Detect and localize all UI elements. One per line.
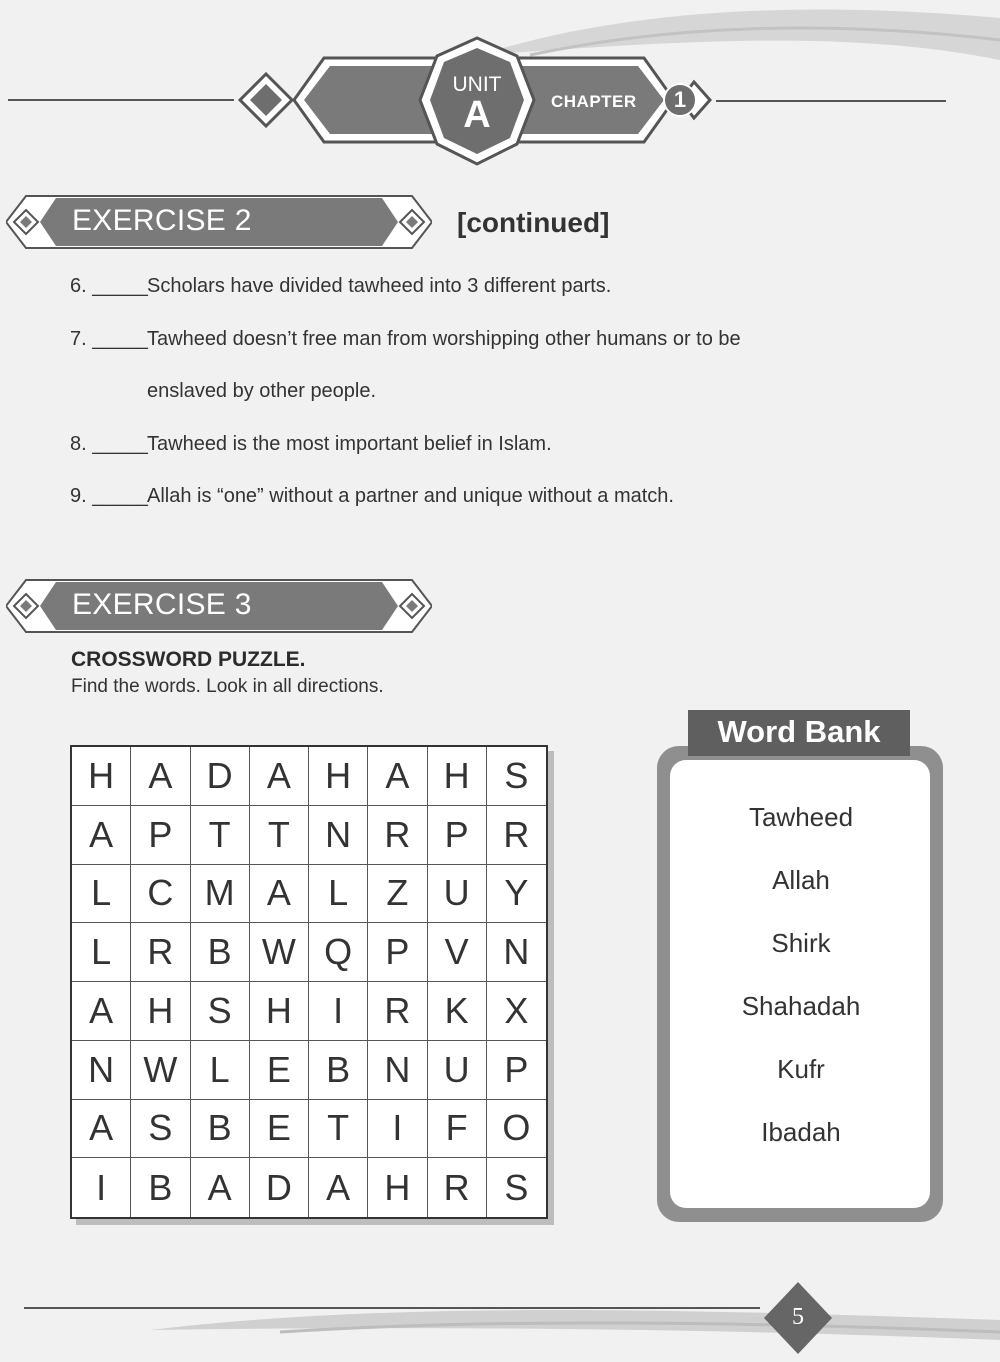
grid-cell: T — [250, 806, 309, 865]
grid-cell: A — [72, 806, 131, 865]
grid-cell: R — [368, 982, 427, 1041]
grid-cell: I — [72, 1158, 131, 1217]
grid-cell: U — [428, 865, 487, 924]
grid-cell: A — [309, 1158, 368, 1217]
grid-cell: U — [428, 1041, 487, 1100]
question-7-text-line2: enslaved by other people. — [147, 380, 377, 402]
grid-cell: P — [428, 806, 487, 865]
page-number: 5 — [792, 1304, 804, 1330]
footer-swoosh — [0, 1270, 1000, 1362]
grid-cell: N — [72, 1041, 131, 1100]
grid-cell: P — [487, 1041, 546, 1100]
question-7-number: 7. _____ — [70, 328, 148, 350]
question-6-text: Scholars have divided tawheed into 3 different parts. — [147, 275, 612, 297]
question-9-text: Allah is “one” without a partner and unique without a match. — [147, 485, 674, 507]
grid-cell: A — [250, 865, 309, 924]
word-bank-word: Kufr — [777, 1054, 825, 1084]
grid-cell: A — [368, 747, 427, 806]
word-bank-title: Word Bank — [717, 714, 881, 749]
grid-cell: S — [487, 747, 546, 806]
word-bank-word: Ibadah — [761, 1117, 841, 1147]
grid-cell: S — [191, 982, 250, 1041]
word-bank-word: Tawheed — [748, 802, 854, 832]
grid-cell: H — [72, 747, 131, 806]
word-bank-word: Allah — [772, 865, 830, 895]
grid-cell: Q — [309, 923, 368, 982]
exercise3-title: EXERCISE 3 — [72, 588, 252, 621]
grid-cell: M — [191, 865, 250, 924]
grid-cell: N — [487, 923, 546, 982]
grid-cell: R — [368, 806, 427, 865]
grid-cell: R — [131, 923, 190, 982]
grid-cell: R — [487, 806, 546, 865]
grid-cell: O — [487, 1100, 546, 1159]
question-8-text: Tawheed is the most important belief in Islam. — [147, 433, 552, 455]
grid-cell: F — [428, 1100, 487, 1159]
grid-cell: B — [309, 1041, 368, 1100]
grid-cell: L — [191, 1041, 250, 1100]
grid-cell: S — [131, 1100, 190, 1159]
grid-cell: T — [191, 806, 250, 865]
word-bank-word: Shirk — [771, 928, 831, 958]
header-rule-right — [716, 100, 946, 102]
grid-cell: H — [131, 982, 190, 1041]
grid-cell: E — [250, 1100, 309, 1159]
grid-cell: D — [191, 747, 250, 806]
grid-cell: B — [191, 923, 250, 982]
grid-cell: P — [368, 923, 427, 982]
grid-cell: D — [250, 1158, 309, 1217]
grid-cell: V — [428, 923, 487, 982]
grid-cell: H — [309, 747, 368, 806]
grid-cell: L — [72, 865, 131, 924]
puzzle-title: CROSSWORD PUZZLE. — [71, 648, 306, 671]
grid-cell: H — [250, 982, 309, 1041]
grid-cell: H — [368, 1158, 427, 1217]
grid-cell: L — [72, 923, 131, 982]
grid-cell: I — [368, 1100, 427, 1159]
grid-cell: S — [504, 1166, 529, 1208]
continued-label: [continued] — [457, 207, 610, 238]
unit-label: UNIT — [452, 73, 502, 96]
grid-cell: W — [250, 923, 309, 982]
grid-cell: H — [428, 747, 487, 806]
grid-cell: B — [131, 1158, 190, 1217]
grid-cell: C — [131, 865, 190, 924]
grid-cell: X — [487, 982, 546, 1041]
grid-cell: Z — [368, 865, 427, 924]
grid-cell: R — [428, 1158, 487, 1217]
grid-cell: N — [368, 1041, 427, 1100]
question-9-number: 9. _____ — [70, 485, 148, 507]
grid-cell: K — [428, 982, 487, 1041]
question-8-number: 8. _____ — [70, 433, 148, 455]
grid-cell: T — [309, 1100, 368, 1159]
word-search-grid — [70, 745, 548, 1219]
grid-cell: W — [131, 1041, 190, 1100]
grid-cell: A — [250, 747, 309, 806]
question-6-number: 6. _____ — [70, 275, 148, 297]
grid-cell: Y — [487, 865, 546, 924]
grid-cell: L — [309, 865, 368, 924]
header-rule-left — [8, 99, 234, 101]
puzzle-instructions: Find the words. Look in all directions. — [71, 676, 384, 697]
grid-cell: A — [191, 1158, 250, 1217]
grid-cell: B — [191, 1100, 250, 1159]
grid-cell: A — [72, 1100, 131, 1159]
grid-cell: P — [131, 806, 190, 865]
word-bank-word: Shahadah — [741, 991, 861, 1021]
grid-cell: E — [250, 1041, 309, 1100]
grid-cell: I — [309, 982, 368, 1041]
chapter-label: CHAPTER — [551, 92, 637, 111]
chapter-number: 1 — [673, 87, 687, 112]
grid-cell: N — [309, 806, 368, 865]
unit-letter: A — [463, 94, 491, 136]
question-7-text: Tawheed doesn’t free man from worshipping other humans or to be — [147, 328, 741, 350]
grid-cell: A — [72, 982, 131, 1041]
grid-cell: A — [131, 747, 190, 806]
exercise2-title: EXERCISE 2 — [72, 204, 252, 237]
